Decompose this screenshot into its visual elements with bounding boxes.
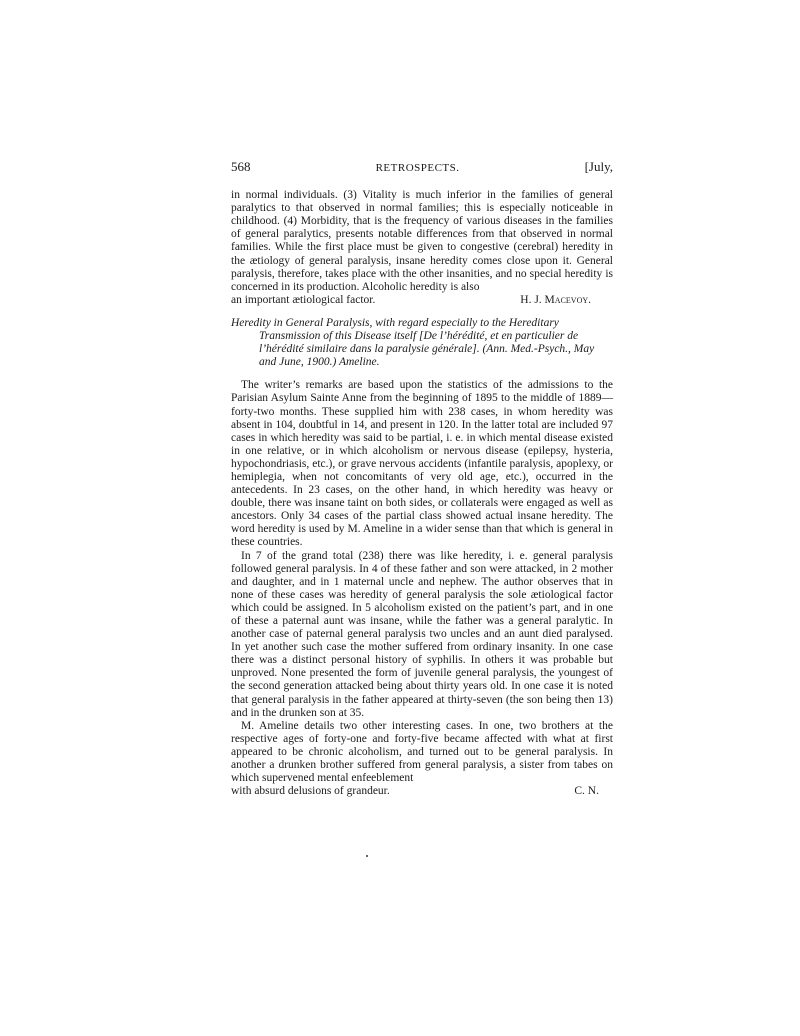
issue-date: [July, — [584, 159, 613, 174]
intro-closing-line — [231, 294, 613, 307]
intro-paragraph: in normal individuals. (3) Vitality is much inferior in the families of general paralytics to that observed in normal families; this is especially noticeable in childhood. (4) Morbidity, that is the frequency of various diseases in the families of general paralytics, presents notable differences from that observed in normal families. While the first place must be given to congestive (cerebral) heredity in the ætiology of general paralysis, insane heredity comes close upon it. General paralysis, therefore, takes place with the other insanities, and no special heredity is concerned in its production. Alcoholic heredity is also — [231, 189, 613, 293]
intro-last-line: an important ætiological factor. — [231, 293, 376, 306]
body-paragraph-1: The writer’s remarks are based upon the statistics of the admissions to the Parisian Asylum Sainte Anne from the beginning of 1895 to the middle of 1889—forty-two months. These supplied him with 238 cases, in whom heredity was absent in 104, doubtful in 14, and present in 120. In the latter total are included 97 cases in which heredity was said to be partial, i. e. in which mental disease existed in one relative, or in which alcoholism or nervous disease (epilepsy, hysteria, hypochondriasis, etc.), or grave nervous accidents (infantile paralysis, apoplexy, or hemiplegia, when not concomitants of very old age, etc.), occurred in the antecedents. In 23 cases, on the other hand, in which heredity was heavy or double, there was insane taint on both sides, or collaterals were engaged as well as ancestors. Only 34 cases of the partial class showed actual insane heredity. The word heredity is used by M. Ameline in a wider sense than that which is general in these countries. — [231, 379, 613, 549]
running-title: RETROSPECTS. — [375, 162, 460, 174]
body-paragraph-3: M. Ameline details two other interesting cases. In one, two brothers at the respective ages of forty-one and forty-five became affected with what at first appeared to be chronic alcoholism, and turned out to be general paralysis. In another a drunken brother suffered from general paralysis, a sister from tabes on which supervened mental enfeeblement — [231, 719, 613, 785]
running-header — [231, 160, 613, 175]
page-number: 568 — [231, 159, 251, 174]
article-title: Heredity in General Paralysis, with regard especially to the Hereditary Transmission of this Disease itself [De l’hérédité, et en particulier de l’hérédité similaire dans la paralysie générale]. (Ann. Med.-Psych., May and June, 1900.) Ameline. — [231, 316, 595, 369]
printer-mark — [366, 855, 368, 857]
body-paragraph-2: In 7 of the grand total (238) there was like heredity, i. e. general paralysis followed general paralysis. In 4 of these father and son were attacked, in 2 mother and daughter, and in 1 maternal uncle and nephew. The author observes that in none of these cases was heredity of general paralysis the sole ætiological factor which could be assigned. In 5 alcoholism existed on the patient’s part, and in one of these a paternal aunt was insane, while the father was a general paralytic. In another case of paternal general paralysis two uncles and an aunt died paralysed. In yet another such case the mother suffered from ordinary insanity. In one case there was a distinct personal history of syphilis. In others it was probable but unproved. None presented the form of juvenile general paralysis, the youngest of the second generation attacked being about thirty years old. In one case it is noted that general paralysis in the father appeared at thirty-seven (the son being then 13) and in the drunken son at 35. — [231, 549, 613, 719]
closing-last-line: with absurd delusions of grandeur. — [231, 785, 390, 798]
intro-signature: H. J. Macevoy. — [520, 293, 591, 306]
closing-line — [231, 785, 613, 798]
journal-page — [231, 160, 613, 798]
closing-signature: C. N. — [574, 785, 599, 798]
